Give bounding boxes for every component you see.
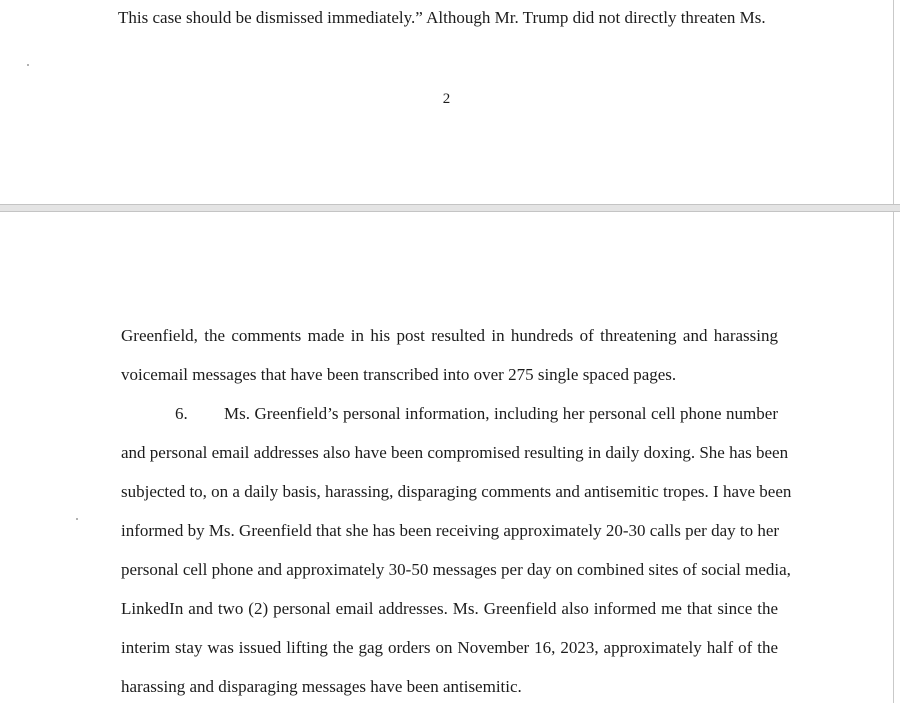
scan-speck <box>27 64 29 66</box>
body-text-line: and personal email addresses also have been compromised resulting in daily doxing. She has been <box>121 443 789 462</box>
body-text-line: LinkedIn and two (2) personal email addresses. Ms. Greenfield also informed me that since the <box>121 599 778 618</box>
body-text-line: subjected to, on a daily basis, harassing, disparaging comments and antisemitic tropes. I have been <box>121 482 792 501</box>
body-text-line: informed by Ms. Greenfield that she has been receiving approximately 20-30 calls per day to her <box>121 521 780 540</box>
carryover-text-line: This case should be dismissed immediately.” Although Mr. Trump did not directly threaten Ms. <box>118 8 766 27</box>
body-text-line: voicemail messages that have been transcribed into over 275 single spaced pages. <box>121 365 677 384</box>
body-text-line: personal cell phone and approximately 30-50 messages per day on combined sites of social media, <box>121 560 791 579</box>
body-text-line: harassing and disparaging messages have been antisemitic. <box>121 677 522 696</box>
page-separator <box>0 204 900 212</box>
document-page-top <box>0 0 894 204</box>
paragraph-number: 6. <box>175 404 188 423</box>
body-text-line: Greenfield, the comments made in his post resulted in hundreds of threatening and harassing <box>121 326 778 345</box>
scan-speck <box>76 518 78 520</box>
body-text-line: Ms. Greenfield’s personal information, including her personal cell phone number <box>224 404 778 423</box>
page-number: 2 <box>442 91 451 107</box>
document-page-bottom <box>0 212 894 703</box>
body-text-line: interim stay was issued lifting the gag orders on November 16, 2023, approximately half of the <box>121 638 778 657</box>
